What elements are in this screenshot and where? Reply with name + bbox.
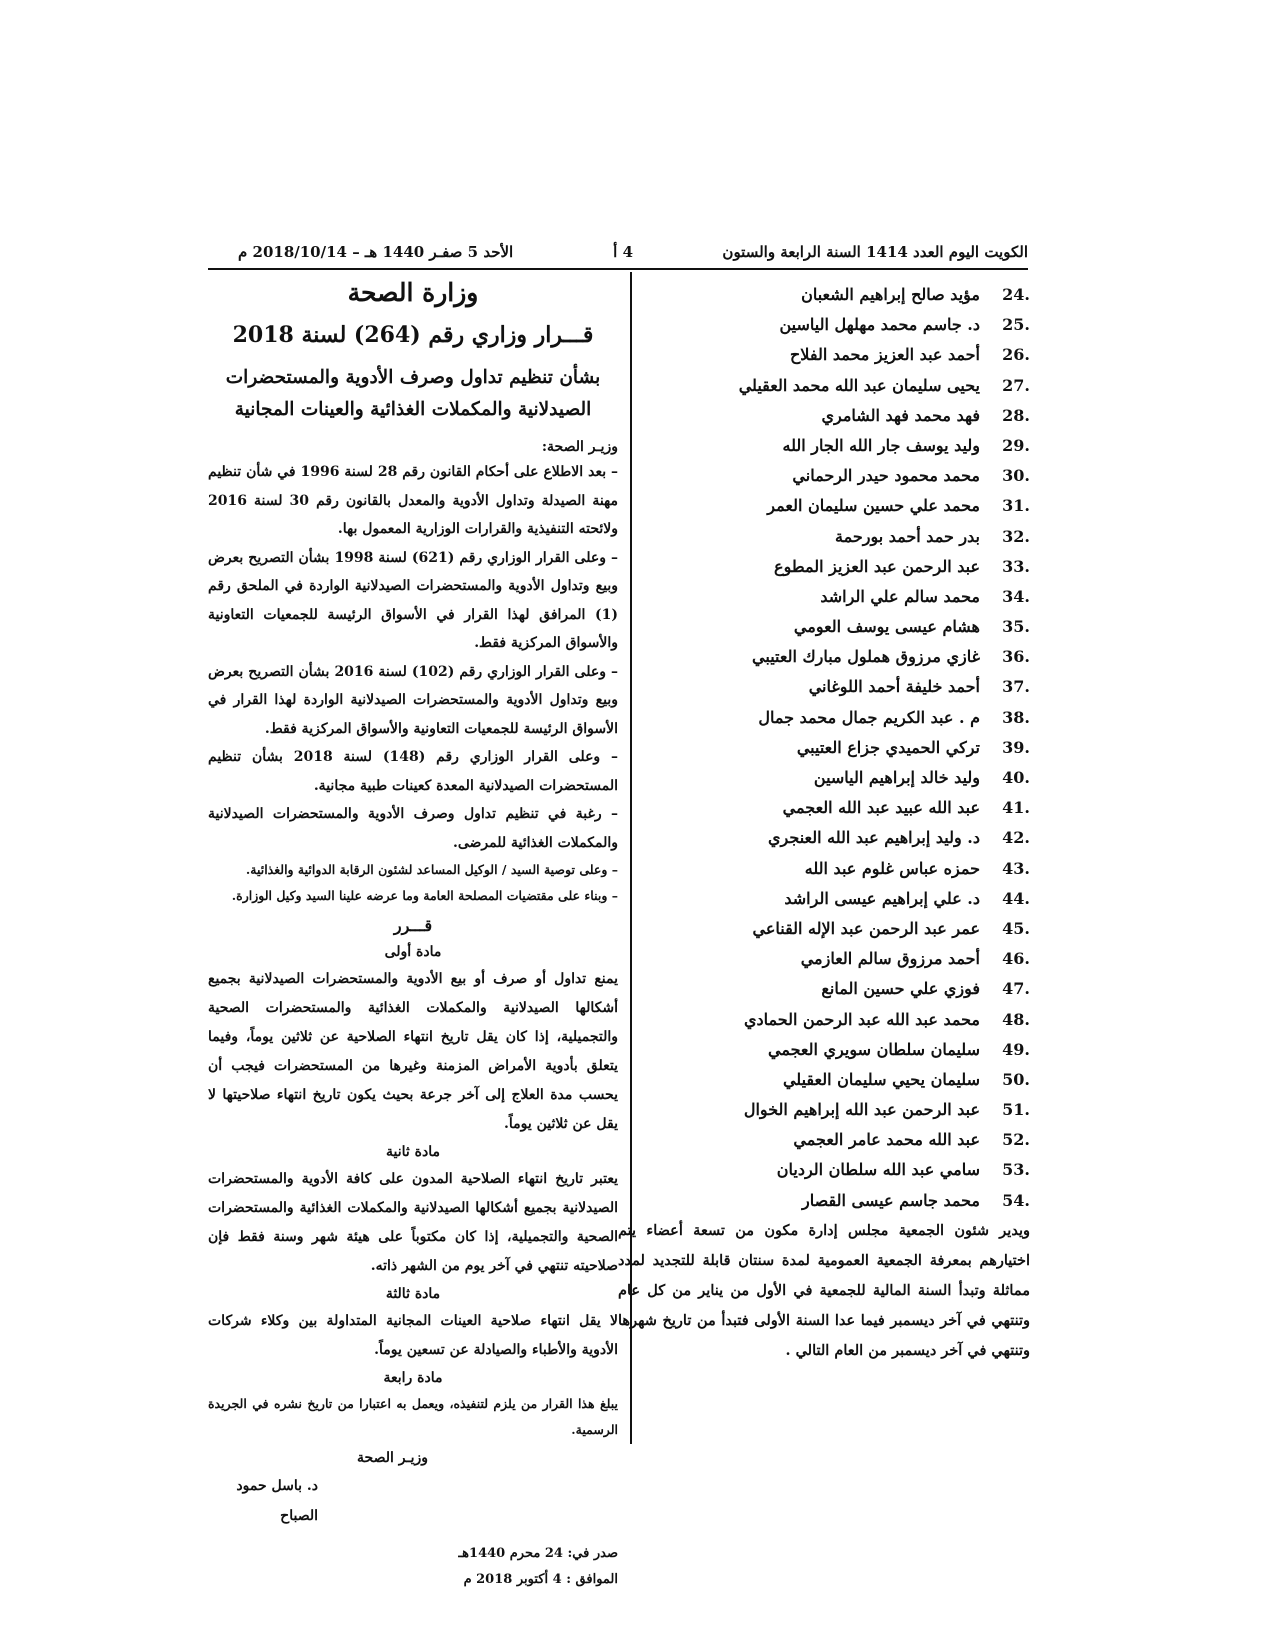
members-list	[640, 280, 1030, 1216]
decided-heading: قـــرر	[393, 916, 433, 935]
list-item: 36.غازي مرزوق هملول مبارك العتيبي	[752, 647, 1030, 667]
header-rule	[208, 268, 1028, 270]
signature-name: د. باسل حمود الصباح	[236, 1478, 318, 1524]
issued-gregorian: الموافق : 4 أكتوبر 2018 م	[463, 1572, 618, 1587]
page-header	[208, 241, 1028, 269]
preamble-item: – وعلى القرار الوزاري رقم (621) لسنة 1998 بشأن التصريح بعرض وبيع وتداول الأدوية والمستحضرات الصيدلانية الواردة في الملحق رقم (1) المرافق لهذا القرار في الأسواق الرئيسة للجمعيات التعاونية والأسواق المركزية فقط.	[208, 549, 618, 651]
list-item: 49.سليمان سلطان سويري العجمي	[768, 1039, 1030, 1059]
decree-column	[208, 278, 618, 1593]
list-item: 43.حمزه عباس غلوم عبد الله	[804, 858, 1030, 878]
decree-subject-line: بشأن تنظيم تداول وصرف الأدوية والمستحضرات	[225, 367, 601, 388]
list-item: 29.وليد يوسف جار الله الجار الله	[782, 435, 1030, 455]
article-title: مادة ثالثة	[385, 1286, 441, 1302]
signature-title: وزيـر الصحة	[357, 1450, 428, 1466]
preamble-item: – وعلى توصية السيد / الوكيل المساعد لشئون الرقابة الدوائية والغذائية.	[245, 862, 618, 877]
list-item: 39.تركي الحميدي جزاع العتيبي	[796, 737, 1030, 757]
header-issue: الكويت اليوم العدد 1414 السنة الرابعة والستون	[722, 243, 1028, 261]
preamble-item: – وبناء على مقتضيات المصلحة العامة وما عرضه علينا السيد وكيل الوزارة.	[231, 888, 618, 903]
article-text: لا يقل انتهاء صلاحية العينات المجانية المتداولة بين وكلاء شركات الأدوية والأطباء والصيادلة عن تسعين يوماً.	[208, 1313, 618, 1358]
preamble-item: – وعلى القرار الوزاري رقم (148) لسنة 2018 بشأن تنظيم المستحضرات الصيدلانية المعدة كعينات طبية مجانية.	[208, 749, 619, 794]
decree-subject	[208, 362, 618, 426]
preamble-item: – رغبة في تنظيم تداول وصرف الأدوية والمستحضرات الصيدلانية والمكملات الغذائية للمرضى.	[208, 806, 618, 851]
article-text: يبلغ هذا القرار من يلزم لتنفيذه، ويعمل به اعتبارا من تاريخ نشره في الجريدة الرسمية.	[208, 1396, 618, 1437]
article-title: مادة رابعة	[383, 1370, 443, 1386]
list-item: 25.د. جاسم محمد مهلهل الياسين	[779, 315, 1030, 335]
list-item: 52.عبد الله محمد عامر العجمي	[793, 1130, 1030, 1150]
list-item: 48.محمد عبد الله عبد الرحمن الحمادي	[743, 1009, 1030, 1029]
header-date: الأحد 5 صفـر 1440 هـ – 2018/10/14 م	[238, 243, 514, 261]
list-item: 45.عمر عبد الرحمن عبد الإله القناعي	[752, 918, 1030, 938]
preamble-item: – وعلى القرار الوزاري رقم (102) لسنة 2016 بشأن التصريح بعرض وبيع وتداول الأدوية والمستحضرات الصيدلانية الواردة لهذا القرار في الأسواق الرئيسة للجمعيات التعاونية والأسواق المركزية فقط.	[208, 663, 618, 737]
list-item: 27.يحيى سليمان عبد الله محمد العقيلي	[738, 375, 1030, 395]
issued-hijri: صدر في: 24 محرم 1440هـ	[458, 1546, 618, 1561]
list-item: 35.هشام عيسى يوسف العومي	[793, 617, 1030, 637]
article-title: مادة أولى	[384, 944, 442, 960]
list-item: 30.محمد محمود حيدر الرحماني	[792, 466, 1030, 486]
decree-title: قـــرار وزاري رقم (264) لسنة 2018	[232, 322, 594, 348]
list-item: 26.أحمد عبد العزيز محمد الفلاح	[789, 345, 1030, 365]
board-paragraph: ويدير شئون الجمعية مجلس إدارة مكون من تسعة أعضاء يتم اختيارهم بمعرفة الجمعية العمومية لمدة سنتان قابلة للتجديد لمدد مماثلة وتبدأ السنة المالية للجمعية في الأول من يناير من كل عام وتنتهي في آخر ديسمبر فيما عدا السنة الأولى فتبدأ من تاريخ شهرها وتنتهي في آخر ديسمبر من العام التالي .	[618, 1221, 1030, 1359]
list-item: 42.د. وليد إبراهيم عبد الله العنجري	[768, 828, 1030, 848]
list-item: 46.أحمد مرزوق سالم العازمي	[800, 949, 1030, 969]
list-item: 53.سامي عبد الله سلطان الرديان	[776, 1160, 1030, 1180]
list-item: 31.محمد علي حسين سليمان العمر	[767, 496, 1030, 516]
list-item: 33.عبد الرحمن عبد العزيز المطوع	[774, 556, 1030, 576]
list-item: 40.وليد خالد إبراهيم الياسين	[813, 768, 1030, 787]
ministry-title: وزارة الصحة	[347, 278, 479, 307]
article-text: يمنع تداول أو صرف أو بيع الأدوية والمستحضرات الصيدلانية بجميع أشكالها الصيدلانية والمكملات الغذائية والمستحضرات الصحية والتجميلية، إذا كان يقل تاريخ انتهاء الصلاحية عن ثلاثين يوماً، وفيما يتعلق بأدوية الأمراض المزمنة وغيرها من المستحضرات فيجب أن يحسب مدة العلاج إلى آخر جرعة بحيث يكون تاريخ انتهاء صلاحيتها لا يقل عن ثلاثين يوماً.	[208, 971, 618, 1132]
article-title: مادة ثانية	[386, 1144, 440, 1160]
list-item: 44.د. علي إبراهيم عيسى الراشد	[784, 888, 1030, 908]
list-item: 37.أحمد خليفة أحمد اللوغاني	[808, 677, 1030, 697]
list-item: 38.م . عبد الكريم جمال محمد جمال	[758, 707, 1030, 727]
members-column	[618, 280, 1030, 1366]
list-item: 51.عبد الرحمن عبد الله إبراهيم الخوال	[743, 1100, 1030, 1120]
list-item: 32.بدر حمد أحمد بورحمة	[835, 526, 1030, 546]
decree-subject-line: الصيدلانية والمكملات الغذائية والعينات المجانية	[234, 399, 592, 420]
list-item: 50.سليمان يحيي سليمان العقيلي	[782, 1069, 1030, 1089]
preamble-item: – بعد الاطلاع على أحكام القانون رقم 28 لسنة 1996 في شأن تنظيم مهنة الصيدلة وتداول الأدوية والمعدل بالقانون رقم 30 لسنة 2016 ولائحته التنفيذية والقرارات الوزارية المعمول بها.	[208, 464, 619, 537]
list-item: 24.مؤيد صالح إبراهيم الشعبان	[801, 285, 1030, 304]
list-item: 47.فوزي علي حسين المانع	[821, 979, 1030, 999]
list-item: 41.عبد الله عبيد عبد الله العجمي	[782, 798, 1030, 818]
list-item: 28.فهد محمد فهد الشامري	[821, 405, 1030, 425]
list-item: 34.محمد سالم علي الراشد	[820, 586, 1030, 606]
minister-intro: وزيـر الصحة:	[541, 439, 618, 455]
issue-date-block	[208, 1541, 618, 1593]
list-item: 54.محمد جاسم عيسى القصار	[802, 1190, 1030, 1210]
article-text: يعتبر تاريخ انتهاء الصلاحية المدون على كافة الأدوية والمستحضرات الصيدلانية بجميع أشكالها الصيدلانية والمكملات الغذائية والمستحضرات الصحية والتجميلية، إذا كان مكتوباً على هيئة شهر وسنة فقط فإن صلاحيته تنتهي في آخر يوم من الشهر ذاته.	[208, 1171, 618, 1274]
header-page-number: 4 أ	[613, 243, 633, 261]
